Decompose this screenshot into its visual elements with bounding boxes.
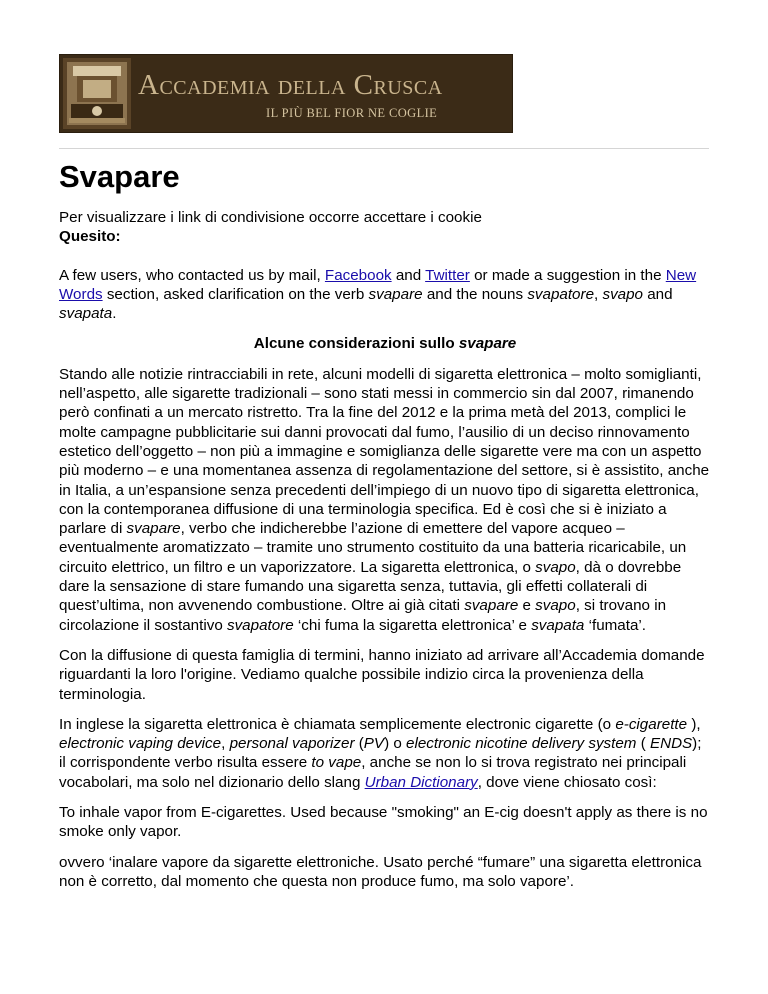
- article-body: [59, 208, 711, 902]
- body-paragraph-2: Con la diffusione di questa famiglia di termini, hanno iniziato ad arrivare all’Accademia domande riguardanti la loro l'origine. Vediamo qualche possibile indizio circa la provenienza della terminologia.: [59, 646, 705, 703]
- site-motto: IL PIÙ BEL FIOR NE COGLIE: [266, 106, 438, 120]
- cookie-notice: Per visualizzare i link di condivisione occorre accettare i cookie: [59, 209, 482, 226]
- header-divider: [59, 148, 709, 149]
- crusca-logo-icon: [63, 58, 131, 129]
- twitter-link[interactable]: Twitter: [425, 266, 470, 284]
- facebook-link[interactable]: Facebook: [324, 266, 392, 284]
- site-brand-name: Accademia della Crusca: [138, 69, 443, 101]
- site-banner[interactable]: [59, 54, 513, 133]
- new-words-link[interactable]: New Words: [59, 266, 697, 303]
- translation-paragraph: ovvero ‘inalare vapore da sigarette elettroniche. Usato perché “fumare” una sigaretta elettronica non è corretto, dal momento che questa non produce fumo, ma solo vapore’.: [59, 853, 702, 890]
- body-paragraph-1: Stando alle notizie rintracciabili in rete, alcuni modelli di sigaretta elettronica – molto somiglianti, nell’aspetto, alle sigarette tradizionali – sono stati messi in commercio sin dal 2007, rimanendo però confinati a un mercato ristretto. Tra la fine del 2012 e la prima metà del 2013, complici le molte campagne pubblicitarie sui danni provocati dal fumo, l’ausilio di un deciso rinnovamento estetico dell’oggetto – non più a immagine e somiglianza delle sigarette vere ma con un aspetto più moderno – e una momentanea assenza di regolamentazione del settore, si è assistito, anche in Italia, a un’espansione senza precedenti dell’impiego di un nuovo tipo di sigaretta elettronica, con la contemporanea diffusione di una terminologia specifica. Ed è così che si è iniziato a parlare di svapare, verbo che indicherebbe l’azione di emettere del vapore acqueo – eventualmente aromatizzato – tramite uno strumento costituito da una batteria ricaricabile, un circuito elettrico, un filtro e un vaporizzatore. La sigaretta elettronica, o svapo, dà o dovrebbe dare la sensazione di stare fumando una sigaretta senza, tuttavia, gli effetti collaterali di quest’ultima, non avvenendo combustione. Oltre ai già citati svapare e svapo, si trovano in circolazione il sostantivo svapatore ‘chi fuma la sigaretta elettronica’ e svapata ‘fumata’.: [59, 365, 710, 634]
- body-paragraph-3: In inglese la sigaretta elettronica è chiamata semplicemente electronic cigarette (o e-cigarette ), electronic vaping device, personal vaporizer (PV) o electronic nicotine delivery system ( ENDS); il corrispondente verbo risulta essere to vape, anche se non lo si trova registrato nei principali vocabolari, ma solo nel dizionario dello slang Urban Dictionary, dove viene chiosato così:: [59, 715, 702, 791]
- question-label: Quesito:: [59, 228, 121, 246]
- intro-paragraph: A few users, who contacted us by mail, Facebook and Twitter or made a suggestion in the New Words section, asked clarification on the verb svapare and the nouns svapatore, svapo and svapata.: [59, 266, 697, 323]
- page-title: Svapare: [59, 159, 180, 194]
- urban-dictionary-link[interactable]: Urban Dictionary: [364, 773, 478, 791]
- quote-paragraph: To inhale vapor from E-cigarettes. Used because "smoking" an E-cig doesn't apply as there is no smoke only vapor.: [59, 804, 708, 841]
- section-heading: Alcune considerazioni sullo svapare: [253, 335, 517, 353]
